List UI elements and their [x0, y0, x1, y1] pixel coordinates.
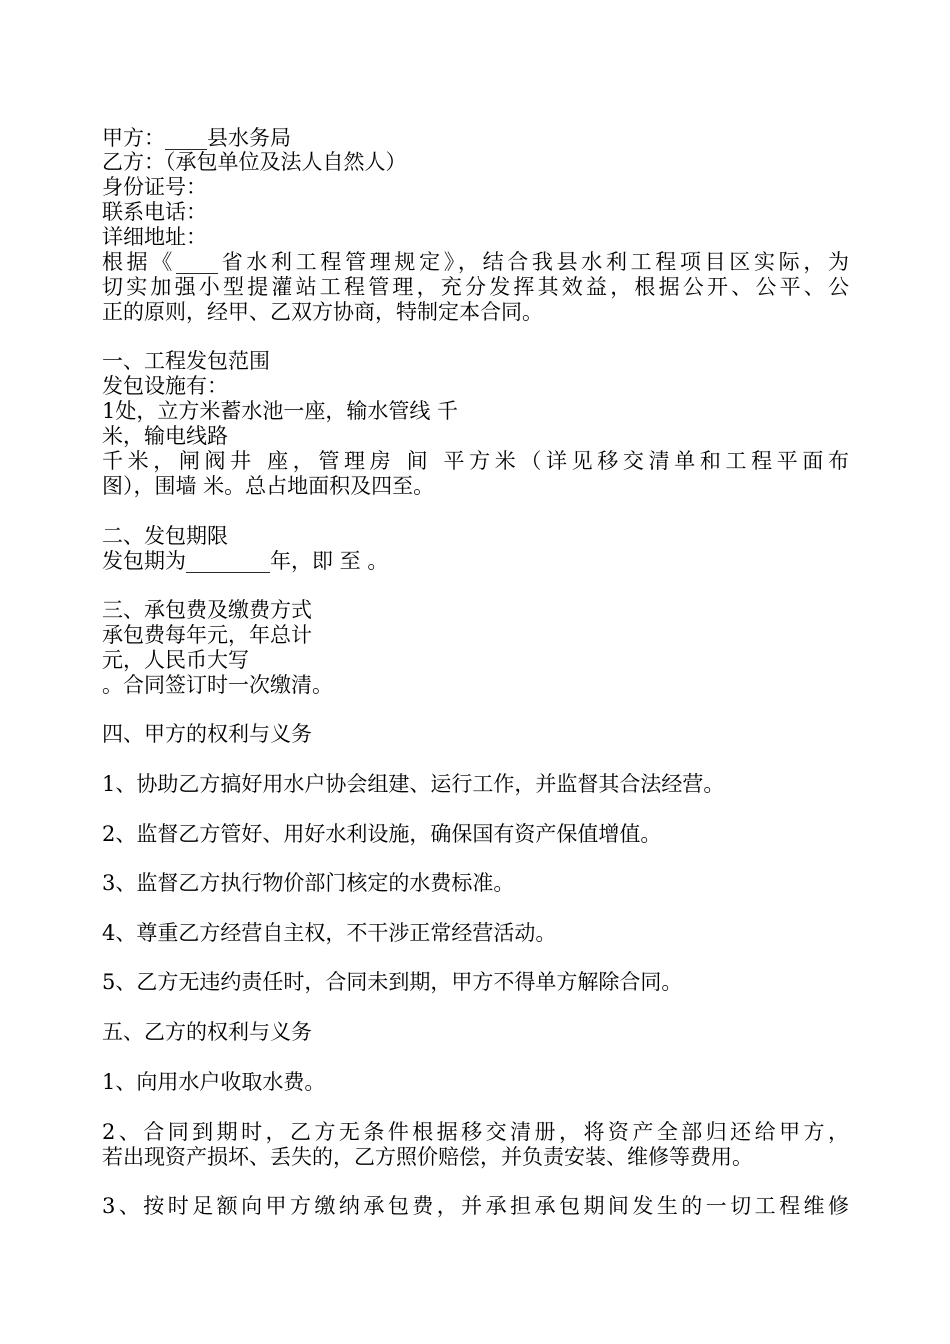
preamble-line: 切实加强小型提灌站工程管理，充分发挥其效益，根据公开、公平、公 — [102, 275, 849, 299]
party-b-line: 乙方：（承包单位及法人自然人） — [102, 150, 407, 174]
list-item: 4、尊重乙方经营自主权，不干涉正常经营活动。 — [102, 921, 557, 945]
paragraph-line: 千米，闸阀井 座，管理房 间 平方米（详见移交清单和工程平面布 — [102, 449, 849, 473]
list-item: 3、按时足额向甲方缴纳承包费，并承担承包期间发生的一切工程维修 — [102, 1194, 849, 1218]
paragraph-line: 发包设施有： — [102, 374, 228, 398]
section-heading: 二、发包期限 — [102, 524, 228, 548]
phone-line: 联系电话： — [102, 200, 207, 224]
list-item: 2、监督乙方管好、用好水利设施，确保国有资产保值增值。 — [102, 822, 662, 846]
paragraph-line: 承包费每年元，年总计 — [102, 623, 312, 647]
section-heading: 四、甲方的权利与义务 — [102, 722, 312, 746]
id-number-line: 身份证号： — [102, 175, 207, 199]
preamble-line: 根据《____省水利工程管理规定》，结合我县水利工程项目区实际，为 — [102, 250, 849, 274]
section-heading: 三、承包费及缴费方式 — [102, 598, 312, 622]
list-item: 1、协助乙方搞好用水户协会组建、运行工作，并监督其合法经营。 — [102, 772, 725, 796]
paragraph-line: 发包期为________年，即 至 。 — [102, 549, 389, 573]
preamble-line: 正的原则，经甲、乙双方协商，特制定本合同。 — [102, 300, 543, 324]
party-a-line: 甲方：____县水务局 — [102, 126, 291, 150]
paragraph-line: 米，输电线路 — [102, 424, 228, 448]
paragraph-line: 元，人民币大写 — [102, 648, 249, 672]
list-item: 3、监督乙方执行物价部门核定的水费标准。 — [102, 871, 515, 895]
section-heading: 五、乙方的权利与义务 — [102, 1020, 312, 1044]
list-item: 2、合同到期时，乙方无条件根据移交清册，将资产全部归还给甲方， — [102, 1120, 849, 1144]
list-item: 若出现资产损坏、丢失的，乙方照价赔偿，并负责安装、维修等费用。 — [102, 1145, 753, 1169]
list-item: 5、乙方无违约责任时，合同未到期，甲方不得单方解除合同。 — [102, 970, 683, 994]
list-item: 1、向用水户收取水费。 — [102, 1070, 326, 1094]
address-line: 详细地址： — [102, 225, 207, 249]
paragraph-line: 图），围墙 米。总占地面积及四至。 — [102, 474, 435, 498]
section-heading: 一、工程发包范围 — [102, 349, 270, 373]
paragraph-line: 1处，立方米蓄水池一座，输水管线 千 — [102, 399, 459, 423]
paragraph-line: 。合同签订时一次缴清。 — [102, 673, 333, 697]
